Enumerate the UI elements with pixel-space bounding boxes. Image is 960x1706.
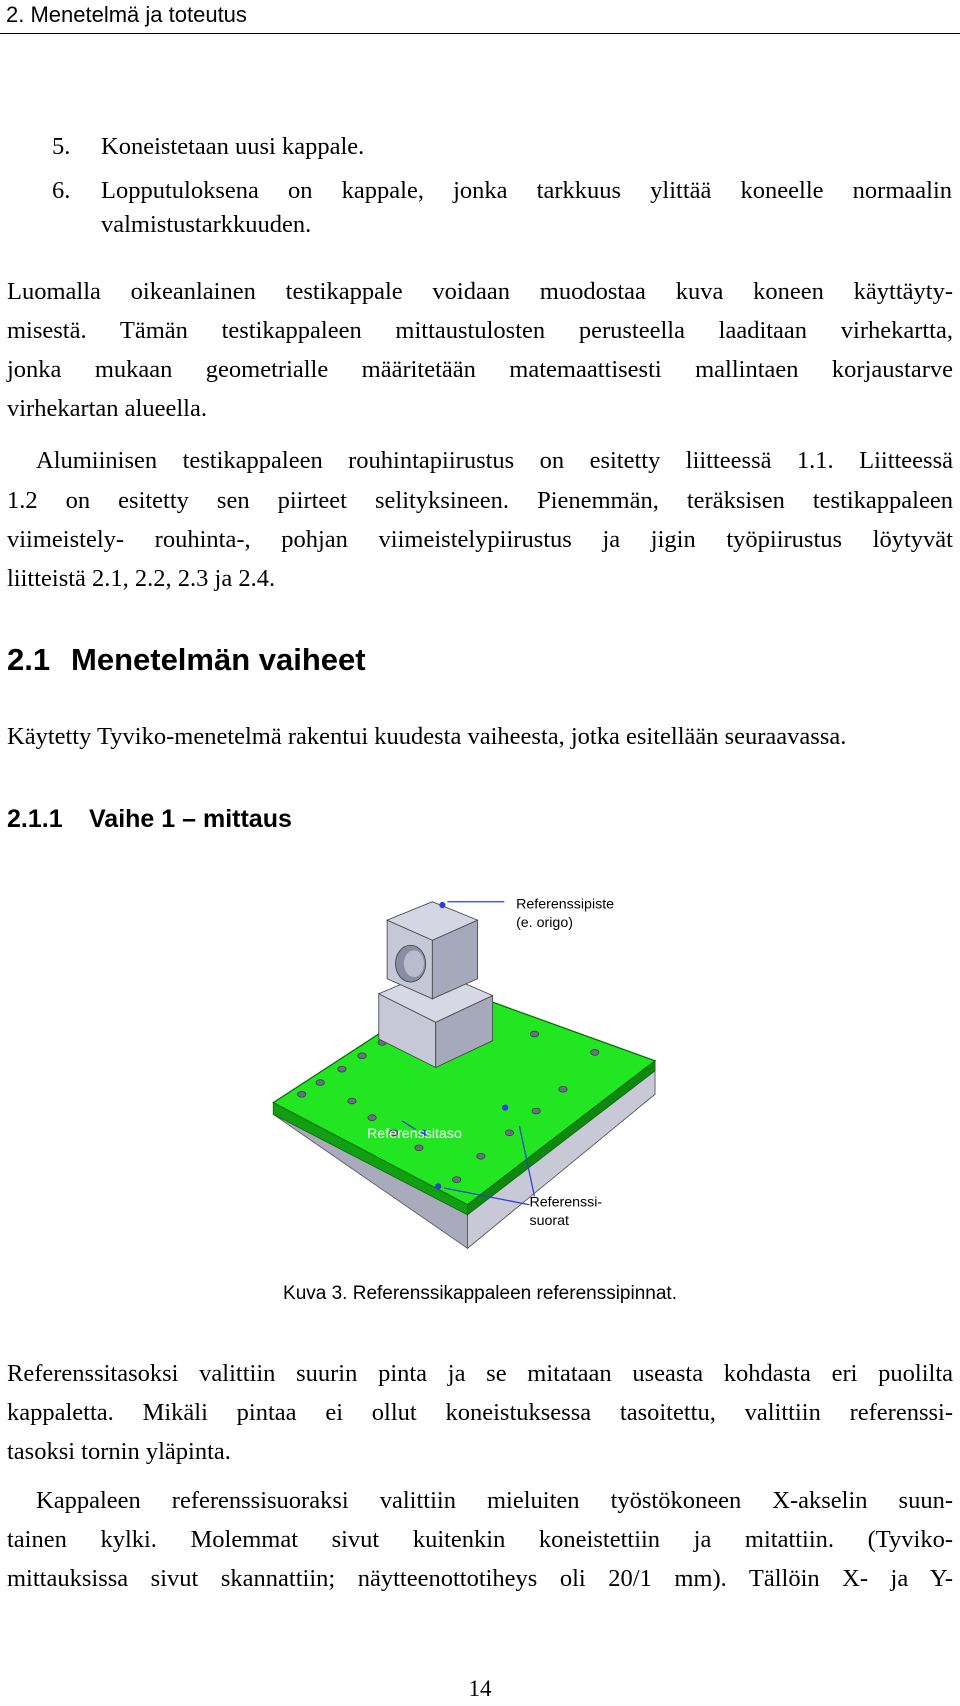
paragraph-line: Luomalla oikeanlainen testikappale voidaan muodostaa kuva koneen käyttäyty-	[7, 278, 953, 305]
paragraph-line: viimeistely- rouhinta-, pohjan viimeistelypiirustus ja jigin työpiirustus löytyvät	[7, 526, 953, 553]
list-number: 6.	[52, 177, 71, 204]
section-heading	[7, 642, 366, 678]
paragraph-line: mittauksissa sivut skannattiin; näytteenottotiheys oli 20/1 mm). Tällöin X- ja Y-	[7, 1565, 953, 1592]
paragraph-line: Alumiinisen testikappaleen rouhintapiirustus on esitetty liitteessä 1.1. Liitteessä	[36, 447, 953, 474]
reference-part-figure	[230, 895, 700, 1255]
list-item-text: Koneistetaan uusi kappale.	[101, 133, 365, 160]
paragraph-line: tasoksi tornin yläpinta.	[7, 1438, 231, 1465]
paragraph-line: kappaletta. Mikäli pintaa ei ollut koneistuksessa tasoitettu, valittiin referenssi-	[7, 1399, 953, 1426]
list-number: 5.	[52, 133, 71, 160]
hole	[415, 1145, 423, 1151]
section-title: Menetelmän vaiheet	[71, 642, 366, 677]
point-marker	[440, 903, 445, 908]
paragraph-line: 1.2 on esitetty sen piirteet selityksineen. Pienemmän, teräksisen testikappaleen	[7, 487, 953, 514]
lines-marker-1	[503, 1105, 508, 1110]
section-intro: Käytetty Tyviko-menetelmä rakentui kuudesta vaiheesta, jotka esitellään seuraavassa.	[7, 723, 847, 750]
hole	[477, 1153, 485, 1159]
paragraph-line: jonka mukaan geometrialle määritetään matemaattisesti mallintaen korjaustarve	[7, 356, 953, 383]
hole	[505, 1130, 513, 1136]
label-reference-point-sub: (e. origo)	[516, 914, 573, 931]
label-reference-point: Referenssipiste	[516, 896, 615, 913]
hole	[368, 1115, 376, 1121]
header-divider	[0, 33, 960, 34]
section-number: 2.1	[7, 642, 51, 677]
label-reference-plane: Referenssitaso	[367, 1125, 462, 1142]
label-reference-lines: Referenssi-	[529, 1194, 603, 1211]
lines-marker-2	[436, 1184, 441, 1189]
list-item-text: valmistustarkkuuden.	[101, 211, 312, 238]
hole	[316, 1080, 324, 1086]
hole	[559, 1086, 567, 1092]
page-header: 2. Menetelmä ja toteutus	[6, 2, 247, 27]
bore-hole-inner	[404, 950, 424, 977]
paragraph-line: tainen kylki. Molemmat sivut kuitenkin koneistettiin ja mitattiin. (Tyviko-	[7, 1526, 953, 1553]
page-number: 14	[468, 1676, 492, 1701]
hole	[348, 1098, 356, 1104]
paragraph-line: Kappaleen referenssisuoraksi valittiin mieluiten työstökoneen X-akselin suun-	[36, 1487, 953, 1514]
paragraph-line: virhekartan alueella.	[7, 395, 207, 422]
subsection-number: 2.1.1	[7, 805, 63, 833]
figure-caption: Kuva 3. Referenssikappaleen referenssipinnat.	[283, 1283, 677, 1304]
hole	[591, 1049, 599, 1055]
hole	[530, 1031, 538, 1037]
hole	[532, 1108, 540, 1114]
hole	[452, 1177, 460, 1183]
list-item-text: Lopputuloksena on kappale, jonka tarkkuus ylittää koneelle normaalin	[101, 177, 952, 204]
subsection-title: Vaihe 1 – mittaus	[89, 805, 292, 833]
hole	[338, 1066, 346, 1072]
hole	[358, 1053, 366, 1059]
hole	[298, 1091, 306, 1097]
paragraph-line: Referenssitasoksi valittiin suurin pinta ja se mitataan useasta kohdasta eri puolilta	[7, 1360, 953, 1387]
label-reference-lines-sub: suorat	[529, 1212, 569, 1229]
subsection-heading	[7, 804, 292, 834]
paragraph-line: misestä. Tämän testikappaleen mittaustulosten perusteella laaditaan virhekartta,	[7, 317, 953, 344]
paragraph-line: liitteistä 2.1, 2.2, 2.3 ja 2.4.	[7, 565, 276, 592]
